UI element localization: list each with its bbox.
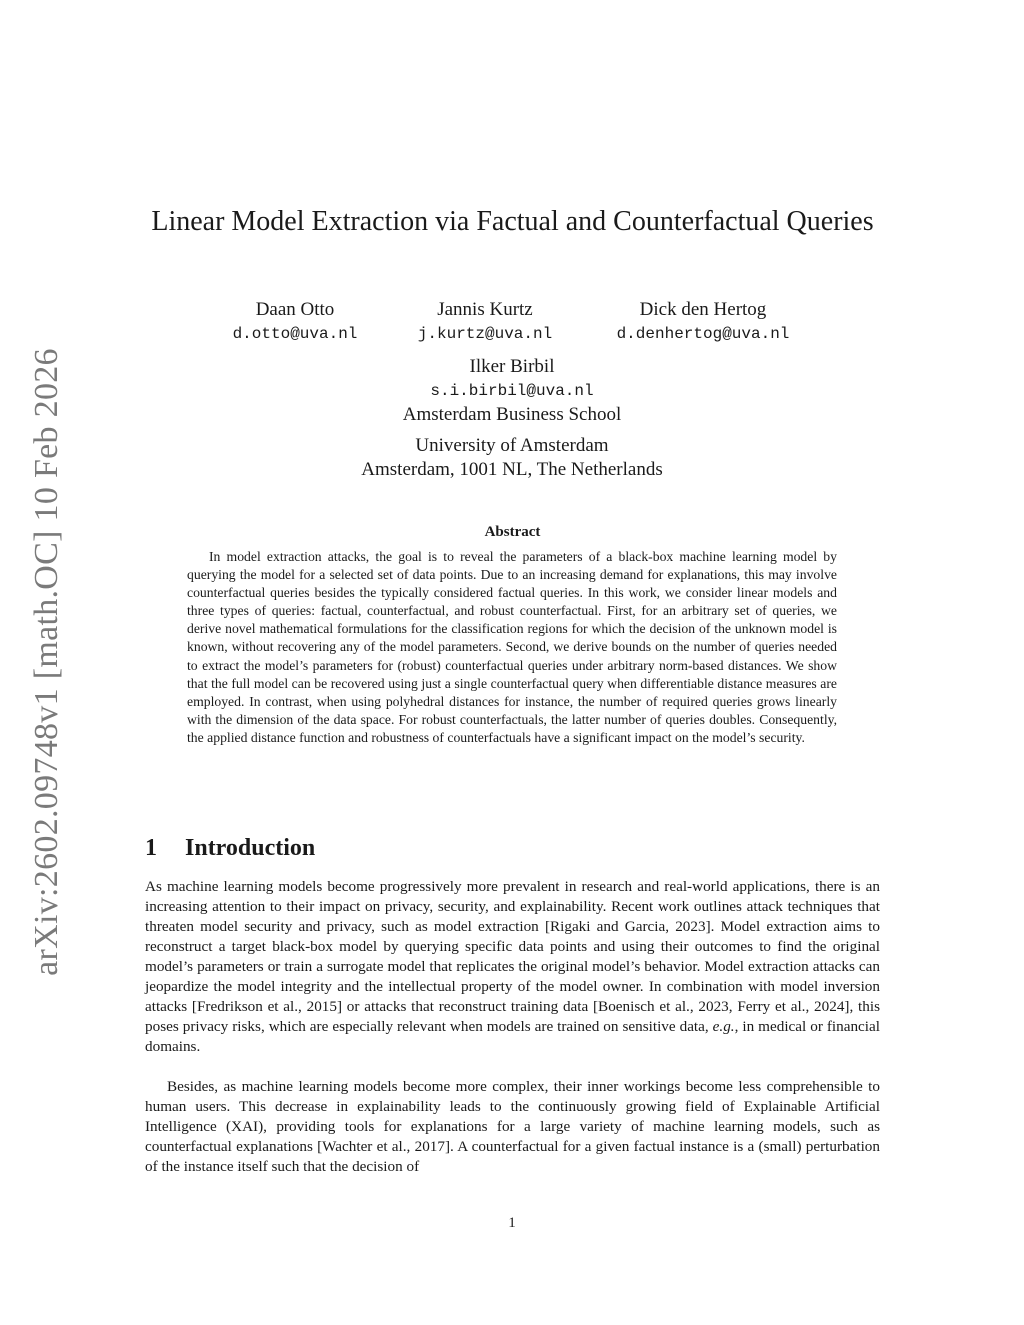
author-email[interactable]: d.otto@uva.nl (232, 325, 358, 343)
paragraph (145, 877, 880, 1057)
author-email[interactable]: j.kurtz@uva.nl (417, 325, 553, 343)
paragraph-text: As machine learning models become progressively more prevalent in research and real-world applications, there is an increasing attention to their impact on privacy, security, and explainability. Recent work outlines attack techniques that threaten model security and privacy, such as model extraction [Rigaki and Garcia, 2023]. Model extraction aims to reconstruct a target black-box model by querying specific data points and using their outcomes to find the original model’s parameters or train a surrogate model that replicates the original model’s behavior. Model extraction attacks can jeopardize the model integrity and the intellectual property of the model owner. In combination with model inversion attacks [Fredrikson et al., 2015] or attacks that reconstruct training data [Boenisch et al., 2023, Ferry et al., 2024], this poses privacy risks, which are especially relevant when models are trained on sensitive data, (145, 878, 880, 1035)
abstract-heading: Abstract (484, 524, 541, 540)
author-name: Jannis Kurtz (437, 299, 533, 320)
affiliation-address: Amsterdam, 1001 NL, The Netherlands (361, 459, 663, 480)
author-name: Ilker Birbil (469, 356, 555, 377)
author-email[interactable]: d.denhertog@uva.nl (616, 325, 790, 343)
affiliation (262, 434, 762, 482)
section-heading (145, 833, 315, 863)
page-number: 1 (508, 1215, 516, 1231)
author-name: Dick den Hertog (639, 299, 767, 320)
author-block (400, 298, 570, 346)
author-block (210, 298, 380, 346)
section-title: Introduction (185, 835, 316, 861)
paragraph-text-end: , in medical or financial domains. (145, 1018, 880, 1055)
author-block (598, 298, 808, 346)
author-block (362, 355, 662, 427)
paper-title: Linear Model Extraction via Factual and Counterfactual Queries (151, 206, 874, 237)
arxiv-identifier[interactable]: arXiv:2602.09748v1 [math.OC] 10 Feb 2026 (28, 348, 65, 976)
affiliation-university: University of Amsterdam (415, 435, 609, 456)
affiliation-school: Amsterdam Business School (402, 404, 622, 425)
author-email[interactable]: s.i.birbil@uva.nl (430, 382, 594, 400)
paragraph: Besides, as machine learning models become more complex, their inner workings become less comprehensible to human users. This decrease in explainability leads to the continuously growing field of Explainable Artificial Intelligence (XAI), providing tools for explanations for a large variety of machine learning models, such as counterfactual explanations [Wachter et al., 2017]. A counterfactual for a given factual instance is a (small) perturbation of the instance itself such that the decision of (145, 1078, 880, 1175)
emphasis-text: e.g. (712, 1018, 735, 1035)
section-number: 1 (145, 835, 157, 861)
author-name: Daan Otto (255, 299, 335, 320)
abstract-text: In model extraction attacks, the goal is to reveal the parameters of a black-box machine learning model by querying the model for a selected set of data points. Due to an increasing demand for explanations, this may involve counterfactual queries besides the typically considered factual queries. In this work, we consider linear models and three types of queries: factual, counterfactual, and robust counterfactual. First, for an arbitrary set of queries, we derive novel mathematical formulations for the classification regions for which the decision of the unknown model is known, without recovering any of the model parameters. Second, we derive bounds on the number of queries needed to extract the model’s parameters for (robust) counterfactual queries under arbitrary norm-based distances. We show that the full model can be recovered using just a single counterfactual query when differentiable distance measures are employed. In contrast, when using polyhedral distances for instance, the number of required queries grows linearly with the dimension of the data space. For robust counterfactuals, the latter number of queries doubles. Consequently, the applied distance function and robustness of counterfactuals have a significant impact on the model’s security. (187, 549, 837, 745)
